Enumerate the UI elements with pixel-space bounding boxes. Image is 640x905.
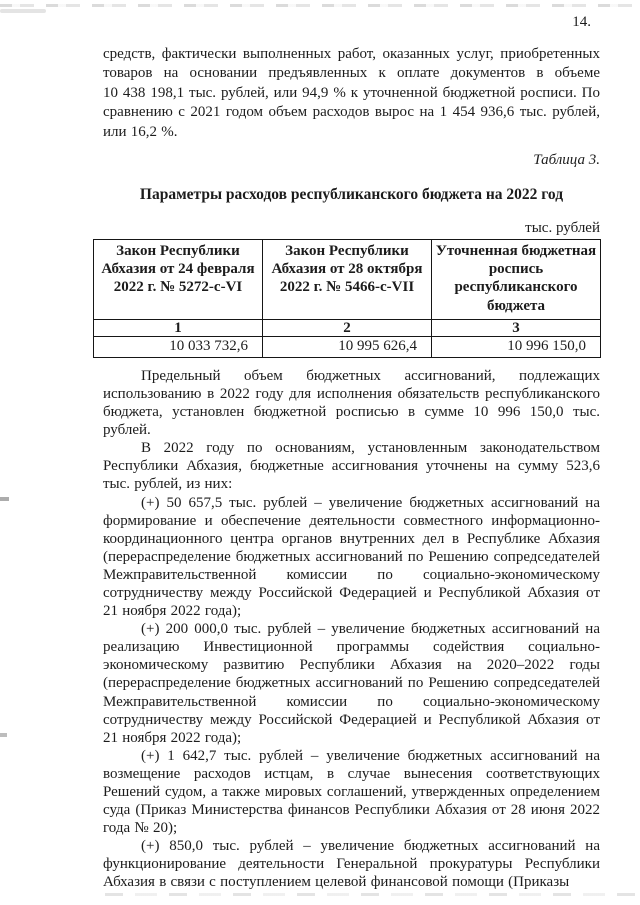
page-number: 14. bbox=[572, 14, 591, 30]
page-content bbox=[103, 0, 600, 892]
body-paragraph: (+) 1 642,7 тыс. рублей – увеличение бюджетных ассигнований на возмещение расходов истцам, в случае вынесения соответствующих Решений судом, а также мировых соглашений, утвержденных определением суда (Приказ Министерства финансов Республики Абхазия от 28 июня 2022 года № 20); bbox=[103, 747, 600, 837]
body-paragraph: (+) 50 657,5 тыс. рублей – увеличение бюджетных ассигнований на формирование и обеспечение деятельности совместного информационно-координационного центра органов внутренних дел в Республике Абхазия (перераспределение бюджетных ассигнований по Решению сопредседателей Межправительственной комиссии по социально-экономическому сотрудничеству между Российской Федерацией и Республикой Абхазия от 21 ноября 2022 года); bbox=[103, 494, 600, 620]
scan-artifact-bottom bbox=[105, 893, 640, 896]
table-header-row bbox=[94, 240, 601, 320]
column-number-cell: 1 bbox=[94, 319, 263, 337]
table-header-cell-law-october: Закон Республики Абхазия от 28 октября 2022 г. № 5466-с-VII bbox=[263, 240, 432, 320]
table-column-number-row bbox=[94, 319, 601, 337]
body-paragraph: (+) 200 000,0 тыс. рублей – увеличение бюджетных ассигнований на реализацию Инвестиционной программы содействия социально-экономическому развитию Республики Абхазия на 2020–2022 годы (перераспределение бюджетных ассигнований по Решению сопредседателей Межправительственной комиссии по социально-экономическому сотрудничеству между Российской Федерацией и Республикой Абхазия от 21 ноября 2022 года); bbox=[103, 621, 600, 746]
table-header-cell-law-february: Закон Республики Абхазия от 24 февраля 2022 г. № 5272-с-VI bbox=[94, 240, 263, 320]
scan-artifact-left-speck bbox=[0, 733, 7, 737]
value-cell: 10 996 150,0 bbox=[432, 337, 601, 358]
body-paragraph: (+) 850,0 тыс. рублей – увеличение бюджетных ассигнований на функционирование деятельности Генеральной прокуратуры Республики Абхазия в связи с поступлением целевой финансовой помощи (Приказы bbox=[103, 838, 600, 891]
scan-artifact-top-left bbox=[0, 9, 46, 13]
table-units-label: тыс. рублей bbox=[525, 220, 600, 237]
column-number-cell: 2 bbox=[263, 319, 432, 337]
table-header-cell-updated-rospis: Уточненная бюджетная роспись республиканского бюджета bbox=[432, 240, 601, 320]
table-label: Таблица 3. bbox=[533, 152, 600, 169]
body-paragraph: В 2022 году по основаниям, установленным законодательством Республики Абхазия, бюджетные ассигнования уточнены на сумму 523,6 тыс. рублей, из них: bbox=[103, 440, 600, 493]
table-value-row bbox=[94, 337, 601, 358]
intro-paragraph: средств, фактически выполненных работ, оказанных услуг, приобретенных товаров на основании предъявленных к оплате документов в объеме 10 438 198,1 тыс. рублей, или 94,9 % к уточненной бюджетной росписи. По сравнению с 2021 годом объем расходов вырос на 1 454 936,6 тыс. рублей, или 16,2 %. bbox=[103, 46, 600, 140]
scan-artifact-left-speck bbox=[0, 497, 9, 501]
body-paragraph: Предельный объем бюджетных ассигнований, подлежащих использованию в 2022 году для исполнения обязательств республиканского бюджета, установлен бюджетной росписью в сумме 10 996 150,0 тыс. рублей. bbox=[103, 367, 600, 439]
table-title: Параметры расходов республиканского бюджета на 2022 год bbox=[139, 186, 564, 204]
value-cell: 10 033 732,6 bbox=[94, 337, 263, 358]
value-cell: 10 995 626,4 bbox=[263, 337, 432, 358]
column-number-cell: 3 bbox=[432, 319, 601, 337]
budget-table bbox=[93, 239, 601, 358]
